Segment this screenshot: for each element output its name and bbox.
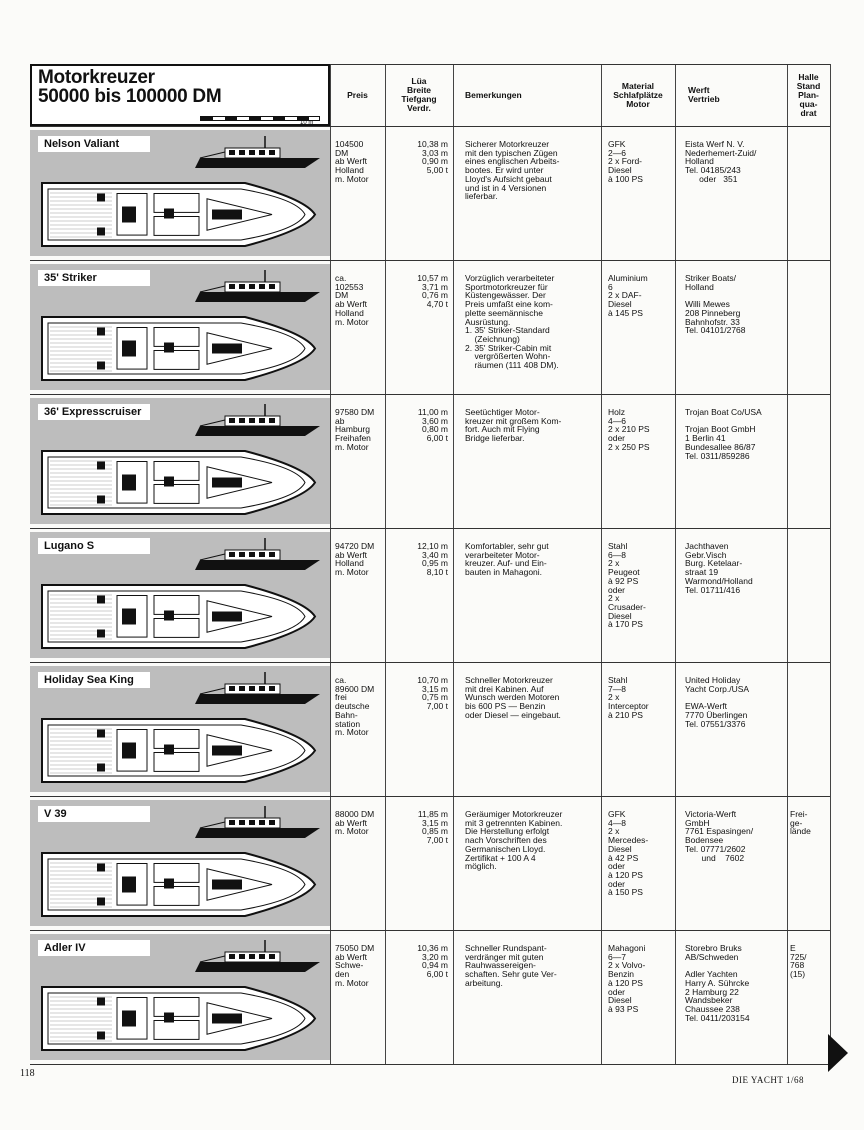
boat-price: ca. 102553 DM ab Werft Holland m. Motor	[335, 273, 369, 327]
boat-material: Stahl 6—8 2 x Peugeot à 92 PS oder 2 x Crusader- Diesel à 170 PS	[608, 541, 646, 630]
boat-price: 75050 DM ab Werft Schwe- den m. Motor	[335, 943, 375, 988]
boat-material: Aluminium 6 2 x DAF- Diesel à 145 PS	[608, 273, 648, 318]
boat-row	[30, 930, 830, 1064]
boat-hall: Frei- ge- lände	[790, 809, 811, 837]
comparison-table	[30, 64, 830, 1064]
boat-price: ca. 89600 DM frei deutsche Bahn- station m. Motor	[335, 675, 375, 738]
boat-row	[30, 260, 830, 394]
boat-row	[30, 394, 830, 528]
column-divider	[830, 64, 831, 1064]
boat-name: Adler IV	[38, 940, 150, 956]
boat-dimensions: 10,38 m 3,03 m 0,90 m 5,00 t	[417, 139, 448, 176]
boat-remarks: Schneller Rundspant- verdränger mit guten Rauhwassereigen- schaften. Sehr gute Ver- arbeitung.	[465, 943, 557, 988]
row-divider	[30, 1064, 830, 1065]
magazine-footer: DIE YACHT 1/68	[732, 1075, 804, 1085]
header-masse: Lüa Breite Tiefgang Verdr.	[401, 76, 437, 113]
page-subtitle: 50000 bis 100000 DM	[38, 86, 222, 107]
boat-row	[30, 126, 830, 260]
boat-price: 94720 DM ab Werft Holland m. Motor	[335, 541, 375, 578]
boat-name: Holiday Sea King	[38, 672, 150, 688]
boat-dimensions: 10,36 m 3,20 m 0,94 m 6,00 t	[417, 943, 448, 980]
next-page-arrow-icon	[828, 1034, 848, 1072]
table-title-box	[30, 64, 330, 126]
header-preis: Preis	[347, 89, 368, 100]
boat-price: 88000 DM ab Werft m. Motor	[335, 809, 375, 837]
boat-dimensions: 11,85 m 3,15 m 0,85 m 7,00 t	[417, 809, 448, 846]
boat-remarks: Schneller Motorkreuzer mit drei Kabinen. Auf Wunsch werden Motoren bis 600 PS — Benzin oder Diesel — eingebaut.	[465, 675, 561, 720]
boat-remarks: Sicherer Motorkreuzer mit den typischen Zügen eines englischen Arbeits- bootes. Er wird unter Lloyd's Aufsicht gebaut und ist in 4 Versionen lieferbar.	[465, 139, 560, 202]
boat-material: Stahl 7—8 2 x Interceptor à 210 PS	[608, 675, 649, 720]
boat-material: GFK 2—6 2 x Ford- Diesel à 100 PS	[608, 139, 643, 184]
header-werft: Werft Vertrieb	[688, 85, 720, 104]
boat-dimensions: 11,00 m 3,60 m 0,80 m 6,00 t	[417, 407, 448, 444]
boat-material: GFK 4—8 2 x Mercedes- Diesel à 42 PS oder à 120 PS oder à 150 PS	[608, 809, 649, 898]
boat-name: Nelson Valiant	[38, 136, 150, 152]
boat-row	[30, 528, 830, 662]
boat-row	[30, 796, 830, 930]
boat-remarks: Geräumiger Motorkreuzer mit 3 getrennten Kabinen. Die Herstellung erfolgt nach Vorschriften des Germanischen Lloyd. Zertifikat + 100 A 4 möglich.	[465, 809, 563, 872]
boat-price: 104500 DM ab Werft Holland m. Motor	[335, 139, 369, 184]
boat-name: 35' Striker	[38, 270, 150, 286]
boat-shipyard: United Holiday Yacht Corp./USA EWA-Werft 7770 Überlingen Tel. 07551/3376	[685, 675, 750, 729]
boat-name: 36' Expresscruiser	[38, 404, 150, 420]
boat-remarks: Seetüchtiger Motor- kreuzer mit großem Kom- fort. Auch mit Flying Bridge lieferbar.	[465, 407, 562, 444]
boat-remarks: Vorzüglich verarbeiteter Sportmotorkreuzer für Küstengewässer. Der Preis umfaßt eine kom- plette seemännische Ausrüstung. 1. 35' Striker-Standard (Zeichnung) 2. 35' Striker-Cabin mit vergrößerten Wohn- räumen (111 408 DM).	[465, 273, 559, 371]
scale-label: 10 m	[300, 120, 314, 126]
page-title: Motorkreuzer	[38, 67, 155, 88]
header-material: Material Schlafplätze Motor	[613, 80, 663, 109]
boat-dimensions: 10,70 m 3,15 m 0,75 m 7,00 t	[417, 675, 448, 712]
boat-name: Lugano S	[38, 538, 150, 554]
boat-material: Mahagoni 6—7 2 x Volvo- Benzin à 120 PS oder Diesel à 93 PS	[608, 943, 646, 1014]
boat-dimensions: 10,57 m 3,71 m 0,76 m 4,70 t	[417, 273, 448, 310]
boat-shipyard: Storebro Bruks AB/Schweden Adler Yachten Harry A. Sührcke 2 Hamburg 22 Wandsbeker Chaussee 238 Tel. 0411/203154	[685, 943, 750, 1023]
boat-shipyard: Victoria-Werft GmbH 7761 Espasingen/ Bodensee Tel. 07771/2602 und 7602	[685, 809, 754, 863]
boat-row	[30, 662, 830, 796]
page-number: 118	[20, 1068, 35, 1079]
header-bemerkungen: Bemerkungen	[465, 89, 522, 100]
boat-dimensions: 12,10 m 3,40 m 0,95 m 8,10 t	[417, 541, 448, 578]
boat-shipyard: Jachthaven Gebr.Visch Burg. Ketelaar- straat 19 Warmond/Holland Tel. 01711/416	[685, 541, 753, 595]
boat-material: Holz 4—6 2 x 210 PS oder 2 x 250 PS	[608, 407, 650, 452]
boat-remarks: Komfortabler, sehr gut verarbeiteter Motor- kreuzer. Auf- und Ein- bauten in Mahagoni.	[465, 541, 549, 578]
boat-name: V 39	[38, 806, 150, 822]
boat-shipyard: Trojan Boat Co/USA Trojan Boot GmbH 1 Berlin 41 Bundesallee 86/87 Tel. 0311/859286	[685, 407, 762, 461]
boat-shipyard: Striker Boats/ Holland Willi Mewes 208 Pinneberg Bahnhofstr. 33 Tel. 04101/2768	[685, 273, 746, 336]
header-halle: Halle Stand Plan- qua- drat	[796, 71, 821, 118]
boat-hall: E 725/ 768 (15)	[790, 943, 807, 980]
boat-shipyard: Eista Werf N. V. Nederhemert-Zuid/ Holland Tel. 04185/243 oder 351	[685, 139, 757, 184]
boat-price: 97580 DM ab Hamburg Freihafen m. Motor	[335, 407, 375, 452]
